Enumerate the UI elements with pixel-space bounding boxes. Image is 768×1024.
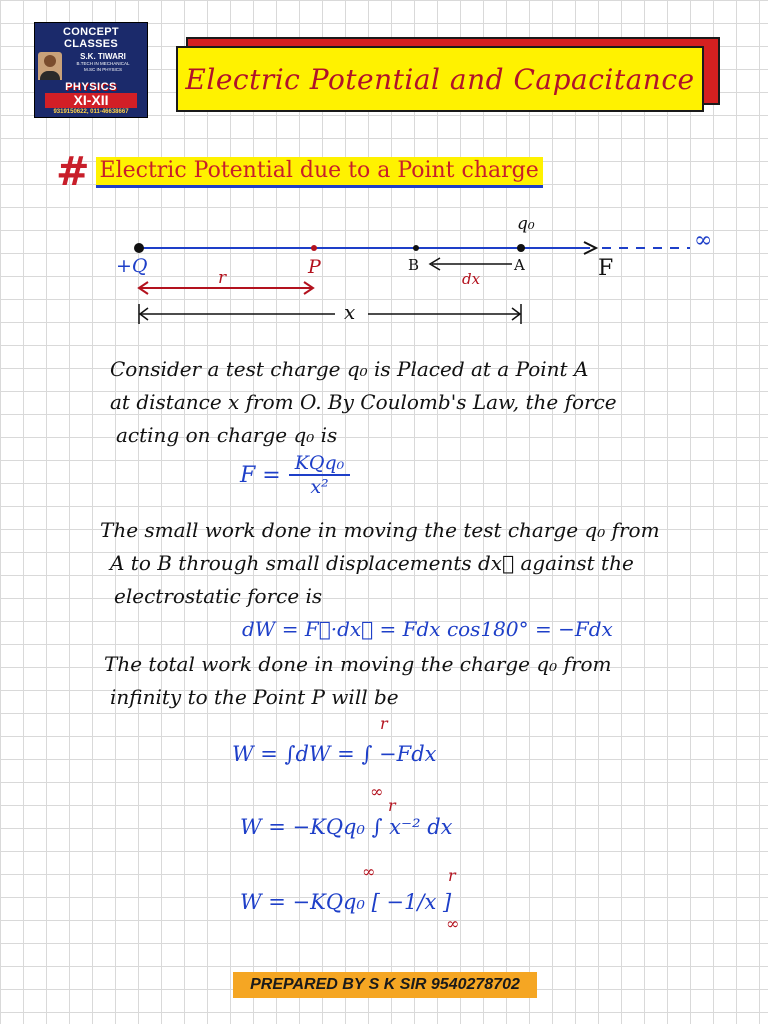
logo-classes: XI-XII <box>45 93 137 108</box>
logo-subject: PHYSICS <box>65 81 117 93</box>
logo-phone: 9319150622, 011-46638667 <box>53 109 129 115</box>
paragraph-2-line-1: The small work done in moving the test charge q₀ from <box>100 518 660 542</box>
hash-icon: # <box>56 149 90 195</box>
force-denominator: x² <box>310 476 329 498</box>
force-numerator: KQq₀ <box>289 452 351 476</box>
infinity-label: ∞ <box>694 228 713 253</box>
point-p-label: P <box>308 256 321 278</box>
work-result-equation: W = −KQq₀ [ −1/x ] <box>240 890 452 914</box>
q0-label: q₀ <box>517 214 535 234</box>
point-a-label: A <box>514 256 525 274</box>
page-title: Electric Potential and Capacitance <box>185 62 695 96</box>
source-charge-label: +Q <box>116 255 148 277</box>
footer-credit: PREPARED BY S K SIR 9540278702 <box>233 972 537 998</box>
limit-lower-3: ∞ <box>446 914 460 933</box>
paragraph-1-line-3: acting on charge q₀ is <box>116 423 338 447</box>
x-label: x <box>344 300 356 324</box>
point-b-dot <box>413 245 419 251</box>
force-lhs: F = <box>240 462 281 488</box>
dx-label: dx <box>462 270 481 288</box>
force-fraction <box>289 452 351 498</box>
source-charge-dot <box>134 243 144 253</box>
logo-teacher-name: S.K. TIWARI <box>80 52 126 61</box>
limit-upper-2: r <box>388 796 396 815</box>
paragraph-1-line-2: at distance x from O. By Coulomb's Law, the force <box>110 390 617 414</box>
work-integral-equation-2: W = −KQq₀ ∫ x⁻² dx <box>240 815 453 839</box>
point-a-dot <box>517 244 525 252</box>
point-p-dot <box>311 245 317 251</box>
limit-lower-1: ∞ <box>370 782 384 801</box>
paragraph-2-line-3: electrostatic force is <box>114 584 323 608</box>
logo-qualification-1: B.TECH IN MECHANICAL <box>76 61 130 66</box>
paragraph-1-line-1: Consider a test charge q₀ is Placed at a Point A <box>110 357 589 381</box>
limit-upper-1: r <box>380 714 388 733</box>
work-integral-equation: W = ∫dW = ∫ −Fdx <box>232 742 437 766</box>
logo-qualification-2: M.SC IN PHYSICS <box>83 67 122 72</box>
work-element-equation: dW = F⃗·dx⃗ = Fdx cos180° = −Fdx <box>242 617 613 641</box>
paragraph-3-line-1: The total work done in moving the charge q₀ from <box>104 652 612 676</box>
section-heading-text: Electric Potential due to a Point charge <box>96 157 543 188</box>
logo-brand: CONCEPT CLASSES <box>63 26 119 50</box>
paragraph-2-line-2: A to B through small displacements dx⃗ against the <box>110 551 634 575</box>
force-f-label: F <box>598 256 614 281</box>
limit-upper-3: r <box>448 866 456 885</box>
force-equation <box>240 452 350 498</box>
point-b-label: B <box>408 256 420 274</box>
point-charge-diagram <box>0 0 768 340</box>
limit-lower-2: ∞ <box>362 862 376 881</box>
paragraph-3-line-2: infinity to the Point P will be <box>110 685 399 709</box>
r-label: r <box>218 268 227 288</box>
